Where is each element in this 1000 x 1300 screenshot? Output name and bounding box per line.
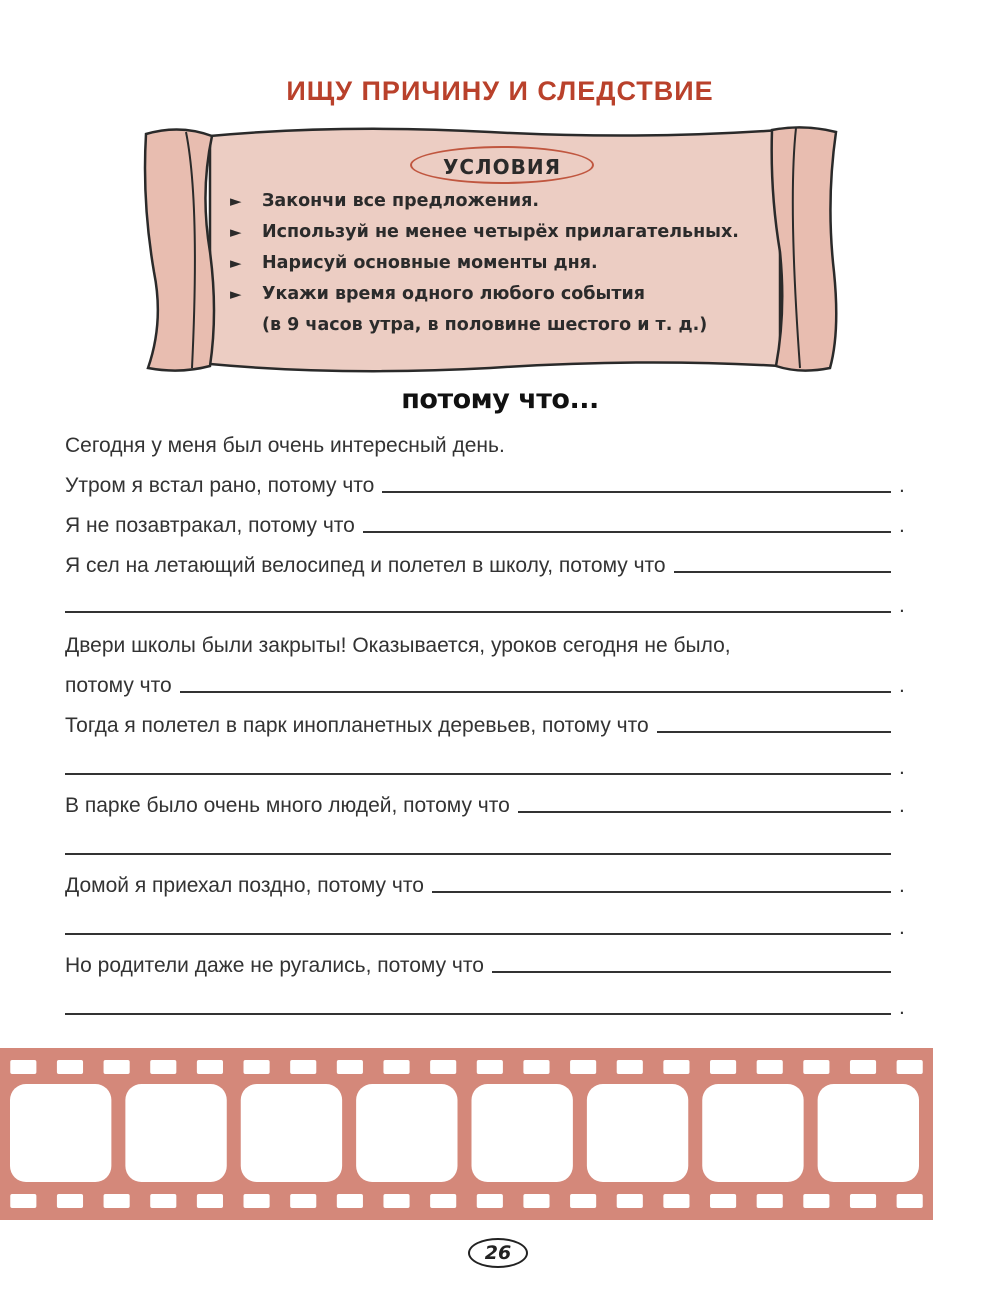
sentence-row: Домой я приехал поздно, потому что . [65,874,905,897]
sprocket-hole [197,1060,223,1074]
sprocket-hole [617,1194,643,1208]
bullet-icon: ► [230,254,242,272]
answer-line[interactable] [180,691,891,693]
sprocket-hole [10,1194,36,1208]
film-frame[interactable] [241,1084,342,1182]
sprocket-hole [244,1060,270,1074]
list-item: ► Нарисуй основные моменты дня. [230,248,790,279]
film-frame[interactable] [10,1084,111,1182]
answer-line[interactable] [65,1013,891,1015]
film-frame[interactable] [472,1084,573,1182]
sprocket-hole [290,1060,316,1074]
page-title: ИЩУ ПРИЧИНУ И СЛЕДСТВИЕ [286,76,714,106]
list-item: ► Укажи время одного любого события (в 9 часов утра, в половине шестого и т. д.) [230,279,790,341]
sentence-row: Двери школы были закрыты! Оказывается, уроков сегодня не было, [65,634,731,657]
sprocket-hole [10,1060,36,1074]
answer-line[interactable] [65,773,891,775]
sprocket-hole [757,1060,783,1074]
sprocket-hole [803,1060,829,1074]
sprocket-hole [104,1194,130,1208]
sprocket-hole [104,1060,130,1074]
film-frame[interactable] [587,1084,688,1182]
sprocket-hole [430,1194,456,1208]
answer-line-row: . [65,588,905,618]
bullet-icon: ► [230,223,242,241]
sprocket-hole [897,1194,923,1208]
list-item: ► Используй не менее четырёх прилагательных. [230,217,790,248]
answer-line[interactable] [674,571,891,573]
sentence-intro: Сегодня у меня был очень интересный день. [65,434,505,457]
sprocket-hole [244,1194,270,1208]
answer-line-row: . [65,750,905,780]
sprocket-hole [803,1194,829,1208]
conditions-list [230,186,790,341]
sentence-row: В парке было очень много людей, потому что . [65,794,905,817]
sprocket-hole [290,1194,316,1208]
subtitle: потому что... [401,384,599,415]
answer-line-row: . [65,910,905,940]
list-item-continuation: (в 9 часов утра, в половине шестого и т. д.) [262,315,708,335]
sprocket-hole [150,1060,176,1074]
sprocket-hole [617,1060,643,1074]
sprocket-hole [477,1194,503,1208]
answer-line-row [65,830,905,860]
sprocket-hole [663,1060,689,1074]
answer-line[interactable] [518,811,891,813]
film-frame[interactable] [125,1084,226,1182]
sprocket-hole [897,1060,923,1074]
answer-line[interactable] [382,491,891,493]
answer-line[interactable] [65,933,891,935]
sprocket-hole [663,1194,689,1208]
sprocket-hole [523,1060,549,1074]
sprocket-hole [383,1194,409,1208]
sentence-row: Утром я встал рано, потому что . [65,474,905,497]
sprocket-hole [523,1194,549,1208]
sprocket-hole [850,1060,876,1074]
answer-line[interactable] [363,531,891,533]
sentence-row: Я сел на летающий велосипед и полетел в школу, потому что [65,548,905,578]
bullet-icon: ► [230,285,242,303]
bullet-icon: ► [230,192,242,210]
sprocket-hole [57,1194,83,1208]
answer-line[interactable] [492,971,891,973]
sprocket-hole [757,1194,783,1208]
sprocket-hole [383,1060,409,1074]
answer-line[interactable] [65,611,891,613]
sentence-row: Я не позавтракал, потому что . [65,514,905,537]
sprocket-hole [57,1060,83,1074]
answer-line[interactable] [432,891,891,893]
sprocket-hole [570,1194,596,1208]
sprocket-hole [570,1060,596,1074]
sprocket-hole [477,1060,503,1074]
page-number: 26 [468,1238,528,1268]
sprocket-hole [710,1060,736,1074]
sprocket-hole [197,1194,223,1208]
conditions-badge: УСЛОВИЯ [410,146,594,184]
film-strip [0,1048,933,1220]
answer-line-row: . [65,990,905,1020]
answer-line[interactable] [65,853,891,855]
sentence-row: Тогда я полетел в парк инопланетных деревьев, потому что [65,708,905,738]
film-frame[interactable] [818,1084,919,1182]
sentence-row: Но родители даже не ругались, потому что [65,948,905,978]
sprocket-hole [337,1060,363,1074]
film-frame[interactable] [356,1084,457,1182]
sprocket-hole [850,1194,876,1208]
sprocket-hole [430,1060,456,1074]
sprocket-hole [710,1194,736,1208]
sprocket-hole [150,1194,176,1208]
sprocket-hole [337,1194,363,1208]
film-frame[interactable] [702,1084,803,1182]
sentence-row: потому что . [65,674,905,697]
list-item: ► Закончи все предложения. [230,186,790,217]
answer-line[interactable] [657,731,891,733]
